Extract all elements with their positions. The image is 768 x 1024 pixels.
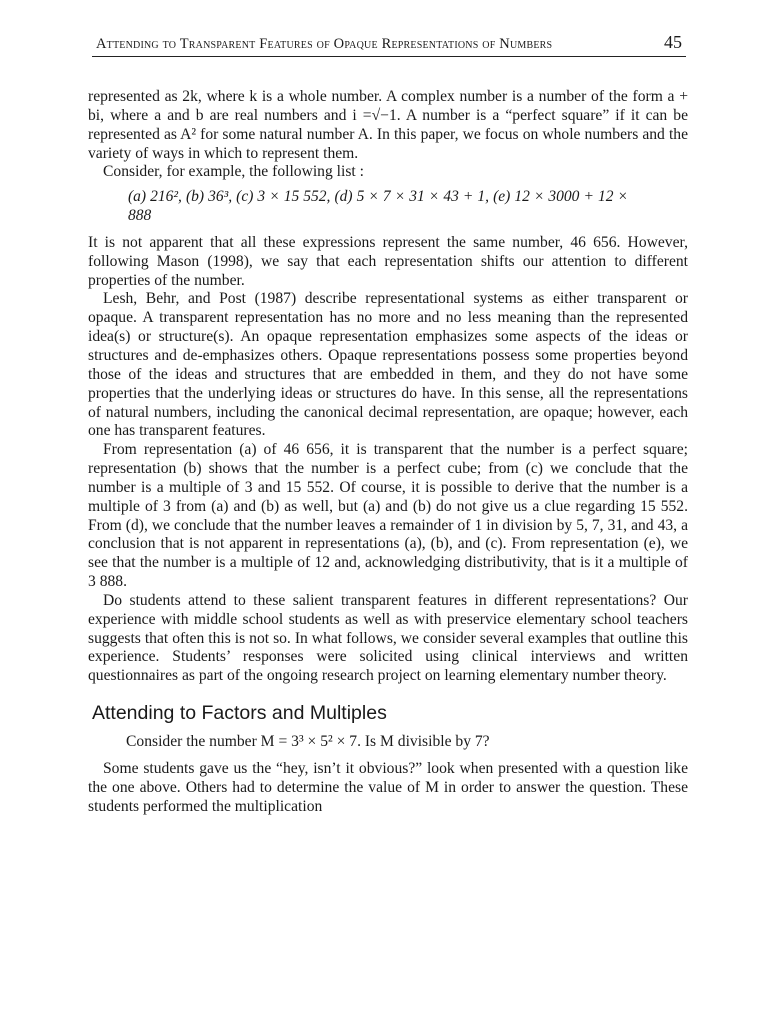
question-text: Consider the number M = 3³ × 5² × 7. Is M divisible by 7? (126, 733, 490, 750)
running-title: Attending to Transparent Features of Opaque Representations of Numbers (96, 36, 553, 52)
paragraph: Some students gave us the “hey, isn’t it obvious?” look when presented with a question like the one above. Others had to determine the value of M in order to answer the question. These students performed the multiplication (88, 759, 688, 815)
paragraph: Consider, for example, the following list : (103, 163, 364, 181)
running-header (92, 34, 686, 57)
paragraph: It is not apparent that all these expressions represent the same number, 46 656. However, following Mason (1998), we say that each representation shifts our attention to different properties of the number. (88, 233, 688, 289)
math-expression-list: (a) 216², (b) 36³, (c) 3 × 15 552, (d) 5 × 7 × 31 × 43 + 1, (e) 12 × 3000 + 12 × 888 (128, 188, 628, 225)
paragraph: Do students attend to these salient transparent features in different representations? Our experience with middle school students as well as with preservice elementary school teachers suggests that often this is not so. In what follows, we consider several examples that outline this experience. Students’ responses were solicited using clinical interviews and written questionnaires as part of the ongoing research project on learning elementary number theory. (88, 591, 688, 685)
paragraph: From representation (a) of 46 656, it is transparent that the number is a perfect square; representation (b) shows that the number is a perfect cube; from (c) we conclude that the number is a multiple of 3 and 15 552. Of course, it is possible to derive that the number is a multiple of 3 from (a) and (b) as well, but (a) and (b) do not give us a clue regarding 15 552. From (d), we conclude that the number leaves a remainder of 1 in division by 5, 7, 31, and 43, a conclusion that is not apparent in representations (a), (b), and (c). From representation (e), we see that the number is a multiple of 12 and, acknowledging distributivity, that is it a multiple of 3 888. (88, 441, 688, 591)
section-heading: Attending to Factors and Multiples (92, 702, 387, 725)
paragraph: Lesh, Behr, and Post (1987) describe representational systems as either transparent or opaque. A transparent representation has no more and no less meaning than the represented idea(s) or structure(s). An opaque representation emphasizes some aspects of the ideas or structures and de-emphasizes others. Opaque representations possess some properties beyond those of the ideas and structures that are embedded in them, and they do not have some properties that the underlying ideas or structures do have. In this sense, all the representations of natural numbers, including the canonical decimal representation, are opaque; however, each one has transparent features. (88, 290, 688, 440)
paragraph: represented as 2k, where k is a whole number. A complex number is a number of the form a + bi, where a and b are real numbers and i =√−1. A number is a “perfect square” if it can be represented as A² for some natural number A. In this paper, we focus on whole numbers and the variety of ways in which to represent them. (88, 88, 688, 162)
page-number: 45 (664, 32, 682, 52)
body-text (88, 88, 688, 816)
